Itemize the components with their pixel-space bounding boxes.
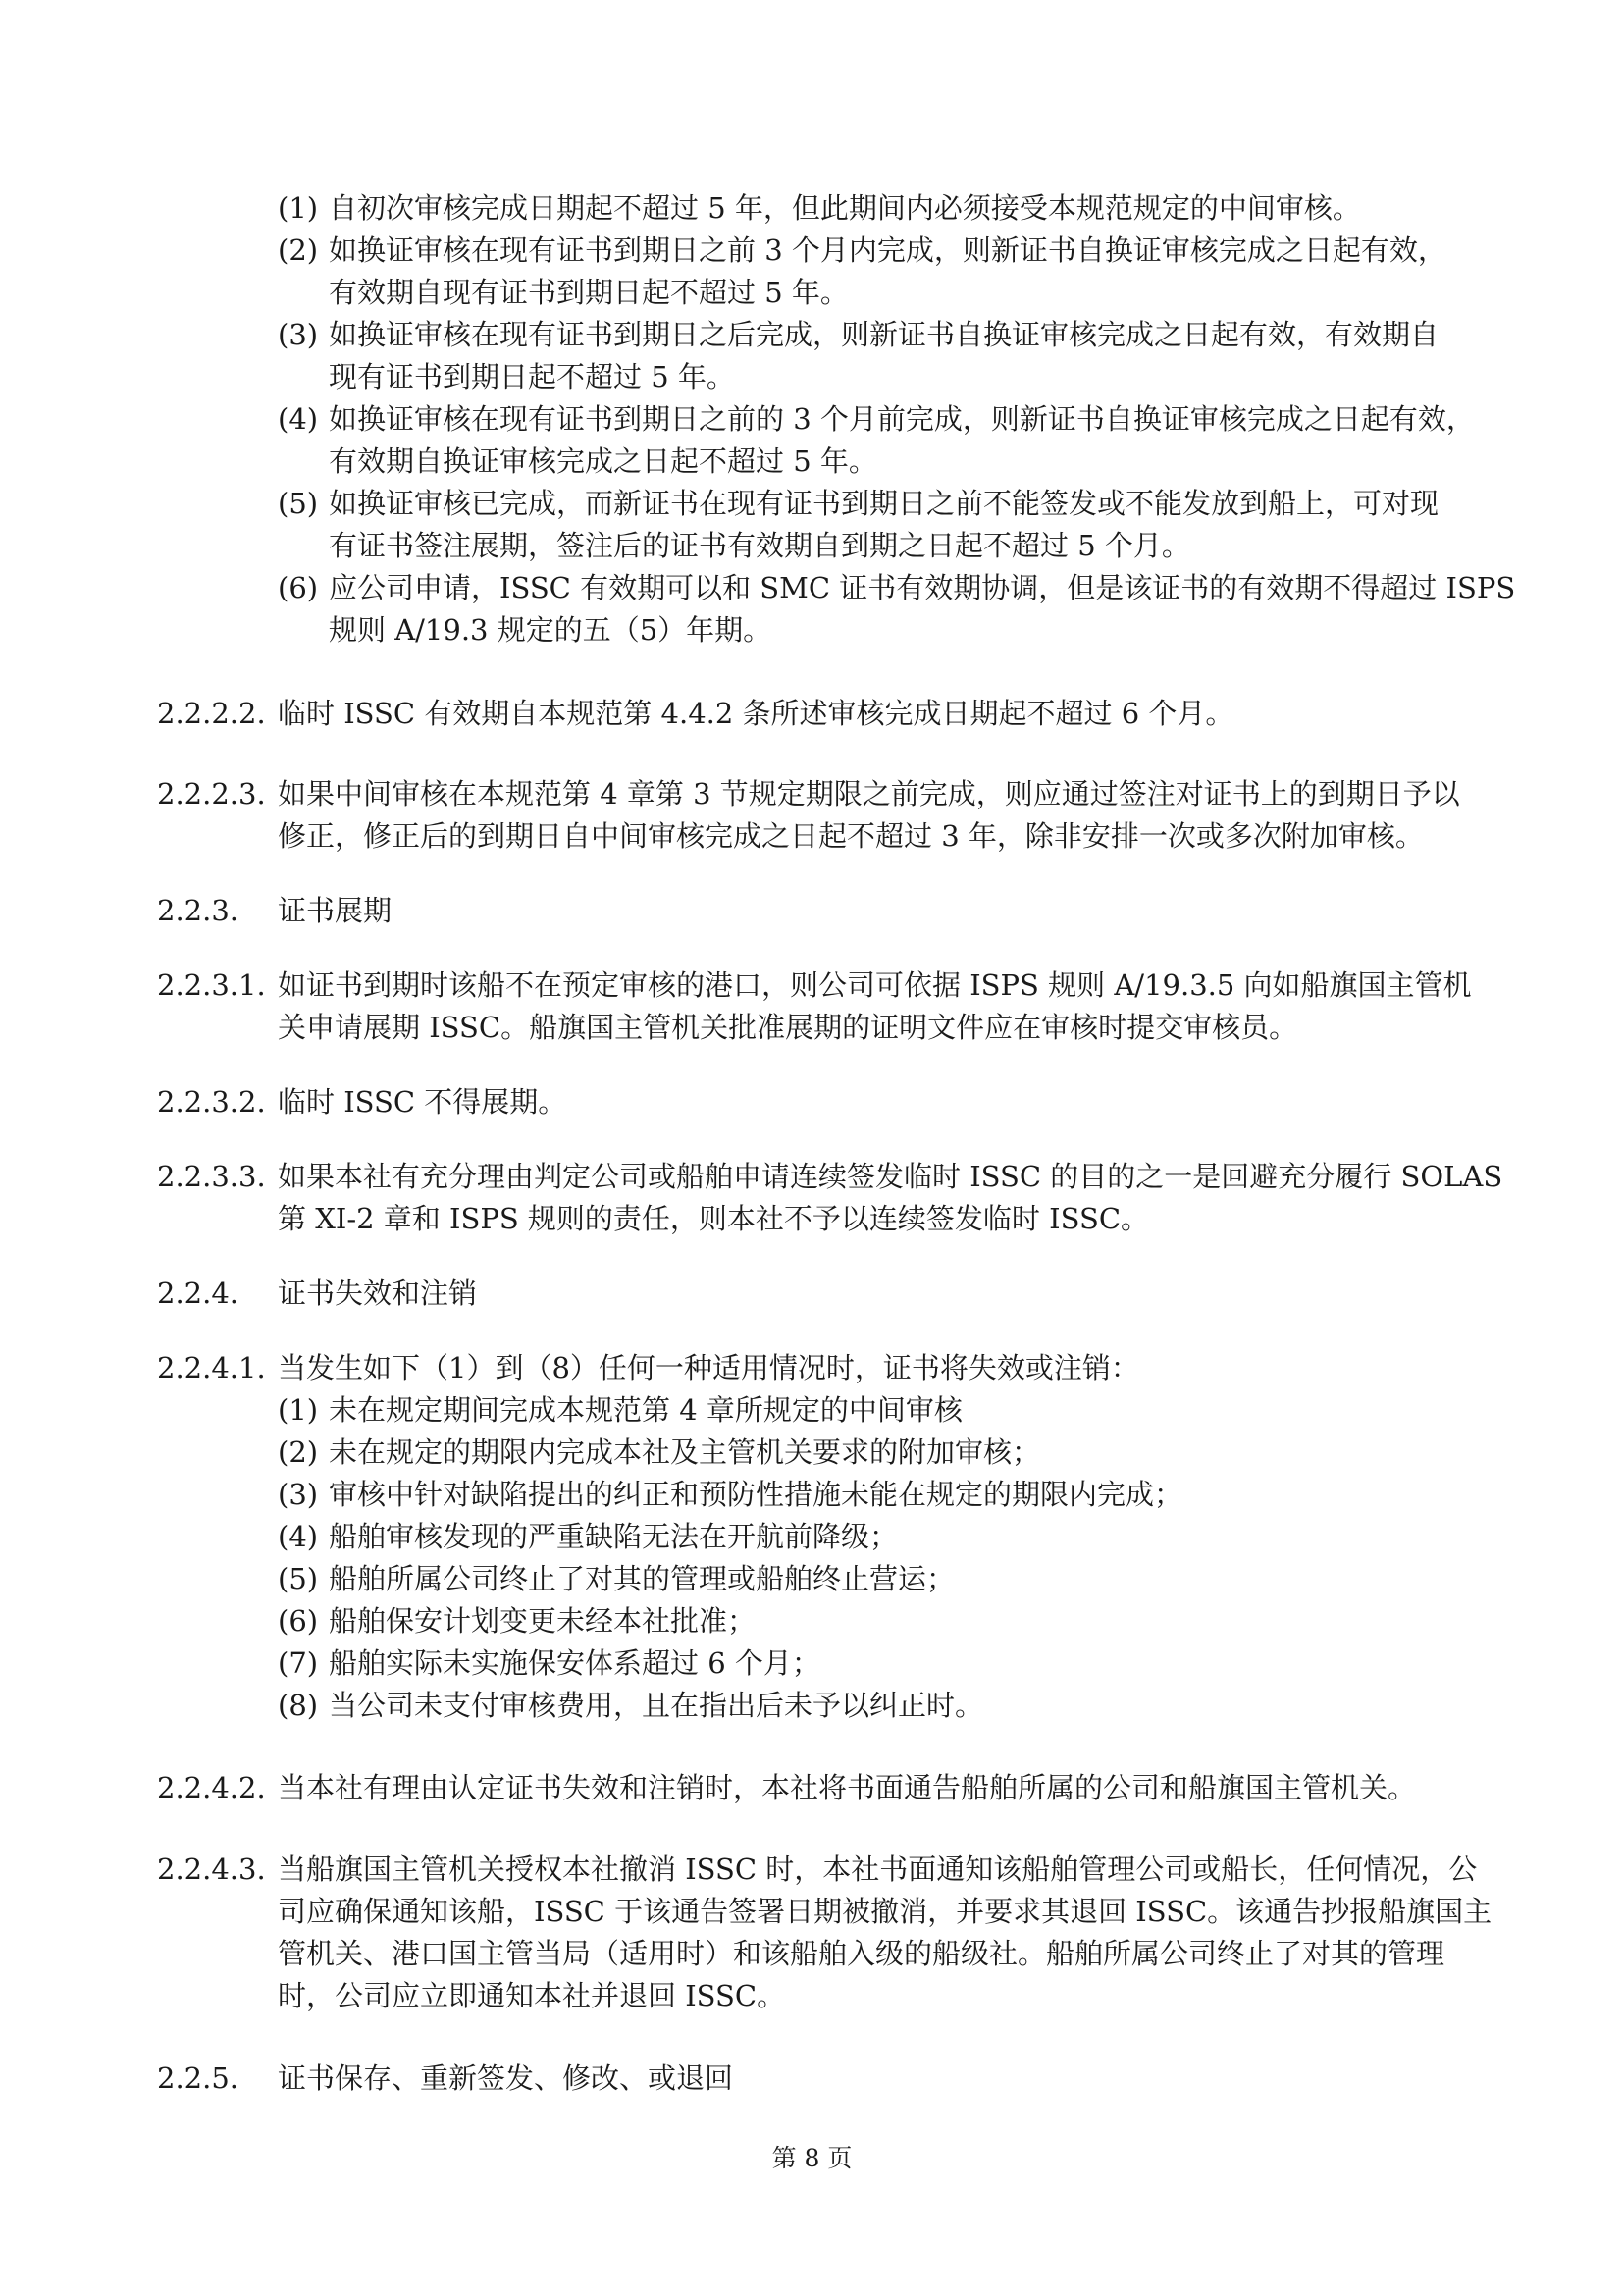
clause-number: 2.2.4.3. [157,1852,266,1886]
list-item-text: 船舶实际未实施保安体系超过 6 个月； [329,1646,820,1680]
list-item-marker: (1) [278,1393,319,1427]
list-item-text: 如换证审核已完成，而新证书在现有证书到期日之前不能签发或不能发放到船上，可对现 [329,487,1440,520]
list-item-text: 船舶保安计划变更未经本社批准； [329,1604,757,1638]
clause-text: 当本社有理由认定证书失效和注销时，本社将书面通告船舶所属的公司和船旗国主管机关。 [278,1771,1417,1804]
clause-text: 修正，修正后的到期日自中间审核完成之日起不超过 3 年，除非安排一次或多次附加审核。 [278,819,1424,853]
list-item-text: 有证书签注展期，签注后的证书有效期自到期之日起不超过 5 个月。 [329,529,1190,562]
heading-title: 证书保存、重新签发、修改、或退回 [278,2061,734,2095]
list-item-text: 有效期自换证审核完成之日起不超过 5 年。 [329,444,877,478]
list-item-marker: (5) [278,1562,319,1595]
heading-number: 2.2.3. [157,894,239,927]
list-item-marker: (7) [278,1646,319,1680]
list-item-text: 如换证审核在现有证书到期日之后完成，则新证书自换证审核完成之日起有效，有效期自 [329,318,1440,351]
list-item-text: 如换证审核在现有证书到期日之前 3 个月内完成，则新证书自换证审核完成之日起有效， [329,234,1446,267]
clause-text: 临时 ISSC 有效期自本规范第 4.4.2 条所述审核完成日期起不超过 6 个月。 [278,697,1234,730]
list-item-marker: (6) [278,1604,319,1638]
list-item-marker: (2) [278,1435,319,1469]
clause-text: 临时 ISSC 不得展期。 [278,1085,567,1119]
heading-title: 证书失效和注销 [278,1277,478,1310]
list-item-marker: (1) [278,191,319,225]
list-item-text: 未在规定期间完成本规范第 4 章所规定的中间审核 [329,1393,963,1427]
list-item-text: 当公司未支付审核费用，且在指出后未予以纠正时。 [329,1689,984,1722]
list-item-text: 未在规定的期限内完成本社及主管机关要求的附加审核； [329,1435,1041,1469]
list-item-marker: (4) [278,402,319,436]
list-item-text: 自初次审核完成日期起不超过 5 年，但此期间内必须接受本规范规定的中间审核。 [329,191,1361,225]
list-item-marker: (3) [278,1478,319,1511]
list-item-text: 审核中针对缺陷提出的纠正和预防性措施未能在规定的期限内完成； [329,1478,1183,1511]
list-item-text: 应公司申请，ISSC 有效期可以和 SMC 证书有效期协调，但是该证书的有效期不得超过 ISPS [329,571,1516,604]
clause-text: 如果本社有充分理由判定公司或船舶申请连续签发临时 ISSC 的目的之一是回避充分履行 SOLAS [278,1160,1503,1193]
list-item-marker: (4) [278,1520,319,1553]
clause-text: 如证书到期时该船不在预定审核的港口，则公司可依据 ISPS 规则 A/19.3.5 向如船旗国主管机 [278,968,1472,1002]
clause-text: 当发生如下（1）到（8）任何一种适用情况时，证书将失效或注销： [278,1351,1139,1384]
list-item-marker: (8) [278,1689,319,1722]
list-item-marker: (2) [278,234,319,267]
heading-number: 2.2.5. [157,2061,239,2095]
clause-number: 2.2.3.1. [157,968,266,1002]
clause-number: 2.2.3.3. [157,1160,266,1193]
list-item-text: 如换证审核在现有证书到期日之前的 3 个月前完成，则新证书自换证审核完成之日起有效， [329,402,1475,436]
clause-number: 2.2.4.2. [157,1771,266,1804]
clause-text: 如果中间审核在本规范第 4 章第 3 节规定期限之前完成，则应通过签注对证书上的到期日予以 [278,777,1460,810]
list-item-text: 现有证书到期日起不超过 5 年。 [329,360,735,393]
clause-text: 当船旗国主管机关授权本社撤消 ISSC 时，本社书面通知该船舶管理公司或船长，任何情况，公 [278,1852,1478,1886]
list-item-text: 船舶所属公司终止了对其的管理或船舶终止营运； [329,1562,956,1595]
clause-number: 2.2.2.2. [157,697,266,730]
list-item-text: 规则 A/19.3 规定的五（5）年期。 [329,613,772,647]
clause-number: 2.2.3.2. [157,1085,266,1119]
list-item-marker: (5) [278,487,319,520]
heading-number: 2.2.4. [157,1277,239,1310]
clause-number: 2.2.2.3. [157,777,266,810]
page-number: 第 8 页 [771,2144,853,2172]
clause-text: 司应确保通知该船，ISSC 于该通告签署日期被撤消，并要求其退回 ISSC。该通告抄报船旗国主 [278,1895,1493,1928]
list-item-text: 船舶审核发现的严重缺陷无法在开航前降级； [329,1520,899,1553]
heading-title: 证书展期 [278,894,393,927]
list-item-marker: (6) [278,571,319,604]
clause-text: 时，公司应立即通知本社并退回 ISSC。 [278,1979,786,2012]
clause-number: 2.2.4.1. [157,1351,266,1384]
clause-text: 关申请展期 ISSC。船旗国主管机关批准展期的证明文件应在审核时提交审核员。 [278,1011,1298,1044]
list-item-text: 有效期自现有证书到期日起不超过 5 年。 [329,276,849,309]
clause-text: 管机关、港口国主管当局（适用时）和该船舶入级的船级社。船舶所属公司终止了对其的管理 [278,1937,1445,1970]
list-item-marker: (3) [278,318,319,351]
clause-text: 第 XI-2 章和 ISPS 规则的责任，则本社不予以连续签发临时 ISSC。 [278,1202,1150,1235]
